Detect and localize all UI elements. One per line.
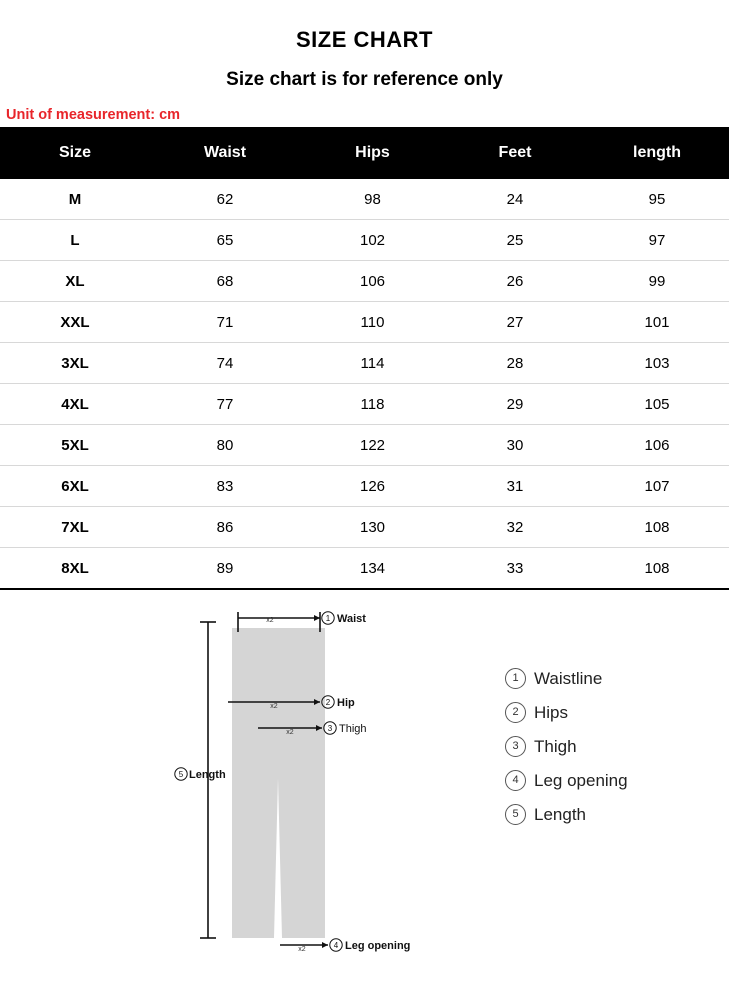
legend-label: Hips xyxy=(534,702,569,722)
hip-x2-label: x2 xyxy=(270,703,278,711)
table-row xyxy=(0,384,729,425)
cell-length: 101 xyxy=(585,302,729,343)
cell-size: XL xyxy=(0,261,150,302)
table-row xyxy=(0,343,729,384)
size-chart-page xyxy=(0,28,729,1001)
cell-hips: 106 xyxy=(300,261,445,302)
cell-waist: 62 xyxy=(150,179,300,220)
cell-size: 8XL xyxy=(0,548,150,590)
cell-length: 108 xyxy=(585,507,729,548)
cell-feet: 24 xyxy=(445,179,585,220)
leg-opening-label: Leg opening xyxy=(345,940,411,953)
cell-length: 108 xyxy=(585,548,729,590)
leg-opening-arrow xyxy=(322,942,328,948)
thigh-marker-number: 3 xyxy=(327,724,333,734)
cell-waist: 89 xyxy=(150,548,300,590)
cell-size: M xyxy=(0,179,150,220)
measurement-legend xyxy=(505,668,628,838)
cell-size: XXL xyxy=(0,302,150,343)
table-row xyxy=(0,220,729,261)
cell-hips: 114 xyxy=(300,343,445,384)
cell-feet: 31 xyxy=(445,466,585,507)
cell-waist: 83 xyxy=(150,466,300,507)
legend-number-icon: 1 xyxy=(505,668,526,689)
table-row xyxy=(0,302,729,343)
length-label: Length xyxy=(189,769,226,782)
table-row xyxy=(0,507,729,548)
cell-size: 6XL xyxy=(0,466,150,507)
column-header-waist: Waist xyxy=(150,127,300,179)
legend-number-icon: 3 xyxy=(505,736,526,757)
hip-label: Hip xyxy=(337,697,355,710)
cell-waist: 74 xyxy=(150,343,300,384)
page-title: SIZE CHART xyxy=(296,27,433,52)
column-header-feet: Feet xyxy=(445,127,585,179)
table-row xyxy=(0,425,729,466)
cell-feet: 32 xyxy=(445,507,585,548)
cell-hips: 98 xyxy=(300,179,445,220)
cell-length: 105 xyxy=(585,384,729,425)
pants-silhouette xyxy=(232,628,325,938)
cell-feet: 33 xyxy=(445,548,585,590)
measurement-diagram-section xyxy=(0,590,729,970)
table-body xyxy=(0,179,729,589)
thigh-x2-label: x2 xyxy=(286,729,294,737)
leg-opening-x2-label: x2 xyxy=(298,946,306,954)
cell-hips: 130 xyxy=(300,507,445,548)
table-header xyxy=(0,127,729,179)
cell-waist: 68 xyxy=(150,261,300,302)
cell-hips: 134 xyxy=(300,548,445,590)
cell-length: 99 xyxy=(585,261,729,302)
hip-marker-number: 2 xyxy=(325,698,331,708)
legend-label: Leg opening xyxy=(534,770,628,790)
cell-size: 4XL xyxy=(0,384,150,425)
legend-item-length xyxy=(505,804,628,825)
cell-hips: 126 xyxy=(300,466,445,507)
cell-feet: 25 xyxy=(445,220,585,261)
leg-opening-marker-number: 4 xyxy=(333,941,339,951)
cell-hips: 110 xyxy=(300,302,445,343)
waist-arrow xyxy=(314,615,320,621)
cell-size: L xyxy=(0,220,150,261)
legend-item-waistline xyxy=(505,668,628,689)
cell-hips: 122 xyxy=(300,425,445,466)
table-row xyxy=(0,548,729,590)
cell-length: 106 xyxy=(585,425,729,466)
pants-measurement-diagram xyxy=(170,598,490,958)
legend-label: Thigh xyxy=(534,736,577,756)
page-subtitle: Size chart is for reference only xyxy=(226,69,503,91)
legend-item-thigh xyxy=(505,736,628,757)
legend-number-icon: 2 xyxy=(505,702,526,723)
legend-number-icon: 4 xyxy=(505,770,526,791)
table-row xyxy=(0,466,729,507)
column-header-length: length xyxy=(585,127,729,179)
legend-item-hips xyxy=(505,702,628,723)
cell-size: 7XL xyxy=(0,507,150,548)
table-header-row xyxy=(0,127,729,179)
cell-waist: 80 xyxy=(150,425,300,466)
column-header-size: Size xyxy=(0,127,150,179)
cell-hips: 118 xyxy=(300,384,445,425)
length-marker-number: 5 xyxy=(178,770,184,780)
waist-label: Waist xyxy=(337,613,366,626)
cell-feet: 26 xyxy=(445,261,585,302)
cell-length: 95 xyxy=(585,179,729,220)
cell-hips: 102 xyxy=(300,220,445,261)
cell-waist: 77 xyxy=(150,384,300,425)
cell-feet: 28 xyxy=(445,343,585,384)
cell-size: 3XL xyxy=(0,343,150,384)
legend-number-icon: 5 xyxy=(505,804,526,825)
cell-length: 103 xyxy=(585,343,729,384)
legend-item-leg-opening xyxy=(505,770,628,791)
cell-length: 97 xyxy=(585,220,729,261)
table-row xyxy=(0,261,729,302)
unit-of-measurement-note: Unit of measurement: cm xyxy=(6,107,181,124)
cell-waist: 65 xyxy=(150,220,300,261)
table-row xyxy=(0,179,729,220)
cell-waist: 71 xyxy=(150,302,300,343)
legend-label: Length xyxy=(534,804,586,824)
legend-label: Waistline xyxy=(534,668,603,688)
thigh-label: Thigh xyxy=(339,723,367,736)
cell-size: 5XL xyxy=(0,425,150,466)
cell-feet: 27 xyxy=(445,302,585,343)
cell-feet: 29 xyxy=(445,384,585,425)
size-chart-table xyxy=(0,127,729,590)
waist-x2-label: x2 xyxy=(266,617,274,625)
waist-marker-number: 1 xyxy=(325,614,331,624)
cell-feet: 30 xyxy=(445,425,585,466)
cell-length: 107 xyxy=(585,466,729,507)
column-header-hips: Hips xyxy=(300,127,445,179)
cell-waist: 86 xyxy=(150,507,300,548)
